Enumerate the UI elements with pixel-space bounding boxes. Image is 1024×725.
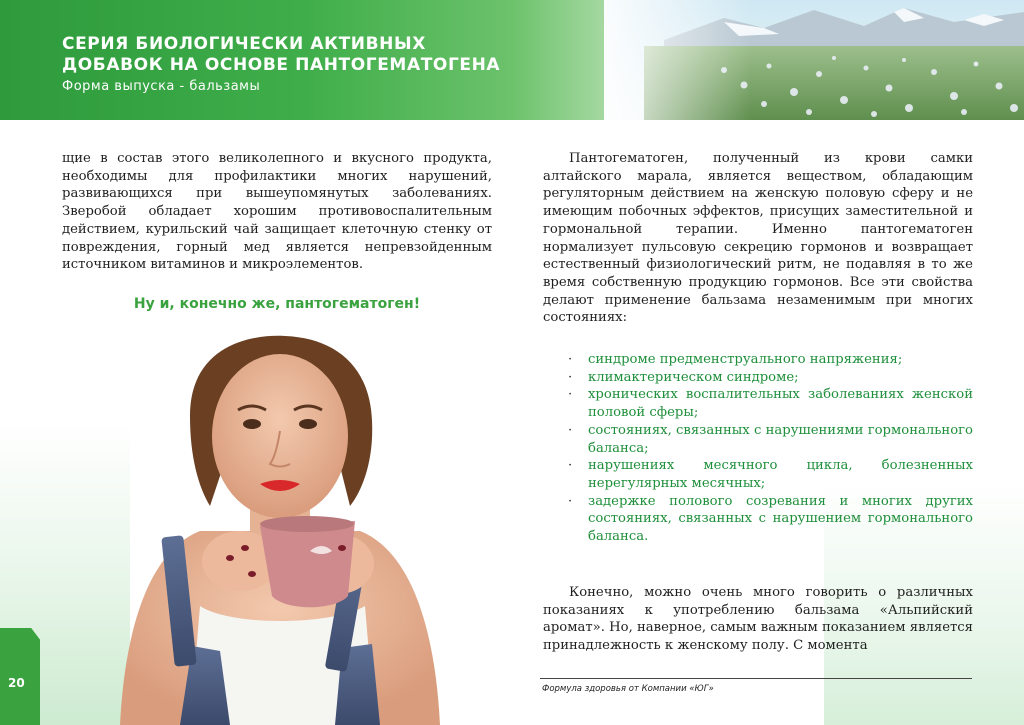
list-item: · задержке полового созревания и многих других состояниях, связанных с нарушением гормонального баланса. <box>568 493 973 545</box>
mountain-meadow-image <box>604 0 1024 120</box>
list-item: · климактерическом синдроме; <box>568 369 799 385</box>
green-callout: Ну и, конечно же, пантогематоген! <box>133 296 421 312</box>
list-item: · хронических воспалительных заболеваниях женской половой сферы; <box>568 387 973 421</box>
bullet-marker: · <box>568 369 573 385</box>
footer-divider <box>540 678 972 679</box>
list-item: · нарушениях месячного цикла, болезненных нерегулярных месячных; <box>568 458 973 491</box>
bullet-marker: · <box>568 458 573 474</box>
list-item: · синдроме предменструального напряжения; <box>568 352 903 367</box>
page-number: 20 <box>8 676 25 690</box>
header-banner <box>0 0 1024 120</box>
bullet-marker: · <box>568 387 573 403</box>
bullet-marker: · <box>568 422 573 438</box>
woman-with-mug-photo <box>80 326 480 725</box>
list-item: · состояниях, связанных с нарушениями гормонального баланса; <box>568 422 973 456</box>
footer-caption: Формула здоровья от Компании «ЮГ» <box>542 684 714 694</box>
page-title: СЕРИЯ БИОЛОГИЧЕСКИ АКТИВНЫХ ДОБАВОК НА ОСНОВЕ ПАНТОГЕМАТОГЕНА <box>62 34 501 75</box>
conditions-list <box>568 351 973 546</box>
bullet-marker: · <box>568 493 573 509</box>
page-subtitle: Форма выпуска - бальзамы <box>62 79 261 94</box>
bullet-marker: · <box>568 352 573 367</box>
closing-paragraph: Конечно, можно очень много говорить о различных показаниях к употреблению бальзама «Альпийский аромат». Но, наверное, самым важным показанием является принадлежность к женскому полу. С момента <box>543 585 973 654</box>
left-paragraph: щие в состав этого великолепного и вкусного продукта, необходимы для профилактики многих нарушений, развивающихся при вышеупомянутых заболеваниях. Зверобой обладает хорошим противовоспалительным действием, курильский чай защищает клеточную стенку от повреждения, горный мед является непревзойденным источником витаминов и микроэлементов. <box>62 151 492 273</box>
right-paragraph: Пантогематоген, полученный из крови самки алтайского марала, является веществом, обладающим регуляторным действием на женскую половую сферу и не имеющим побочных эффектов, присущих заместительной и гормональной терапии. Именно пантогематоген нормализует пульсовую секрецию гормонов и возвращает естественный физиологический ритм, не подавляя в то же время собственную продукцию гормонов. Все эти свойства делают применение бальзама незаменимым при многих состояниях: <box>543 151 973 326</box>
